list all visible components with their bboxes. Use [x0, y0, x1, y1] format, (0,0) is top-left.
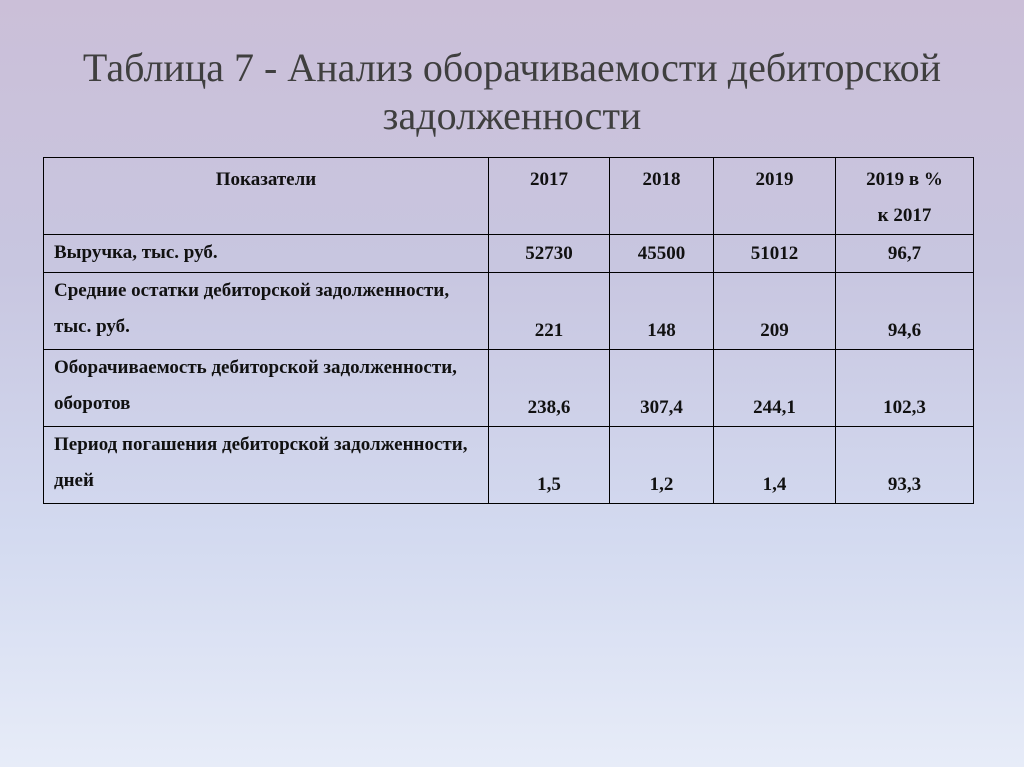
header-2019: 2019 — [714, 158, 836, 235]
header-indicator: Показатели — [44, 158, 489, 235]
cell-2017: 1,5 — [489, 427, 610, 504]
cell-2018: 307,4 — [610, 350, 714, 427]
header-2018: 2018 — [610, 158, 714, 235]
header-2017: 2017 — [489, 158, 610, 235]
cell-2017: 238,6 — [489, 350, 610, 427]
cell-2019: 1,4 — [714, 427, 836, 504]
header-percent-line1: 2019 в % — [866, 169, 943, 190]
cell-2018: 148 — [610, 273, 714, 350]
row-label: Оборачиваемость дебиторской задолженности, оборотов — [44, 350, 489, 427]
table-row — [44, 273, 974, 350]
cell-2019: 244,1 — [714, 350, 836, 427]
cell-2018: 45500 — [610, 235, 714, 273]
row-label: Выручка, тыс. руб. — [44, 235, 489, 273]
table-row — [44, 235, 974, 273]
cell-percent: 94,6 — [836, 273, 974, 350]
row-label: Период погашения дебиторской задолженности, дней — [44, 427, 489, 504]
slide-title-line1: Таблица 7 - Анализ оборачиваемости дебиторской — [82, 45, 942, 90]
cell-2019: 209 — [714, 273, 836, 350]
cell-2018: 1,2 — [610, 427, 714, 504]
slide-title — [40, 44, 984, 140]
row-label: Средние остатки дебиторской задолженности, тыс. руб. — [44, 273, 489, 350]
table-header-row — [44, 158, 974, 235]
cell-percent: 93,3 — [836, 427, 974, 504]
slide-title-line2: задолженности — [382, 93, 642, 138]
table-row — [44, 350, 974, 427]
cell-percent: 96,7 — [836, 235, 974, 273]
cell-2017: 52730 — [489, 235, 610, 273]
table-row — [44, 427, 974, 504]
cell-2017: 221 — [489, 273, 610, 350]
cell-percent: 102,3 — [836, 350, 974, 427]
turnover-table — [43, 157, 974, 504]
cell-2019: 51012 — [714, 235, 836, 273]
header-percent-line2: к 2017 — [877, 205, 932, 226]
header-percent — [836, 158, 974, 235]
